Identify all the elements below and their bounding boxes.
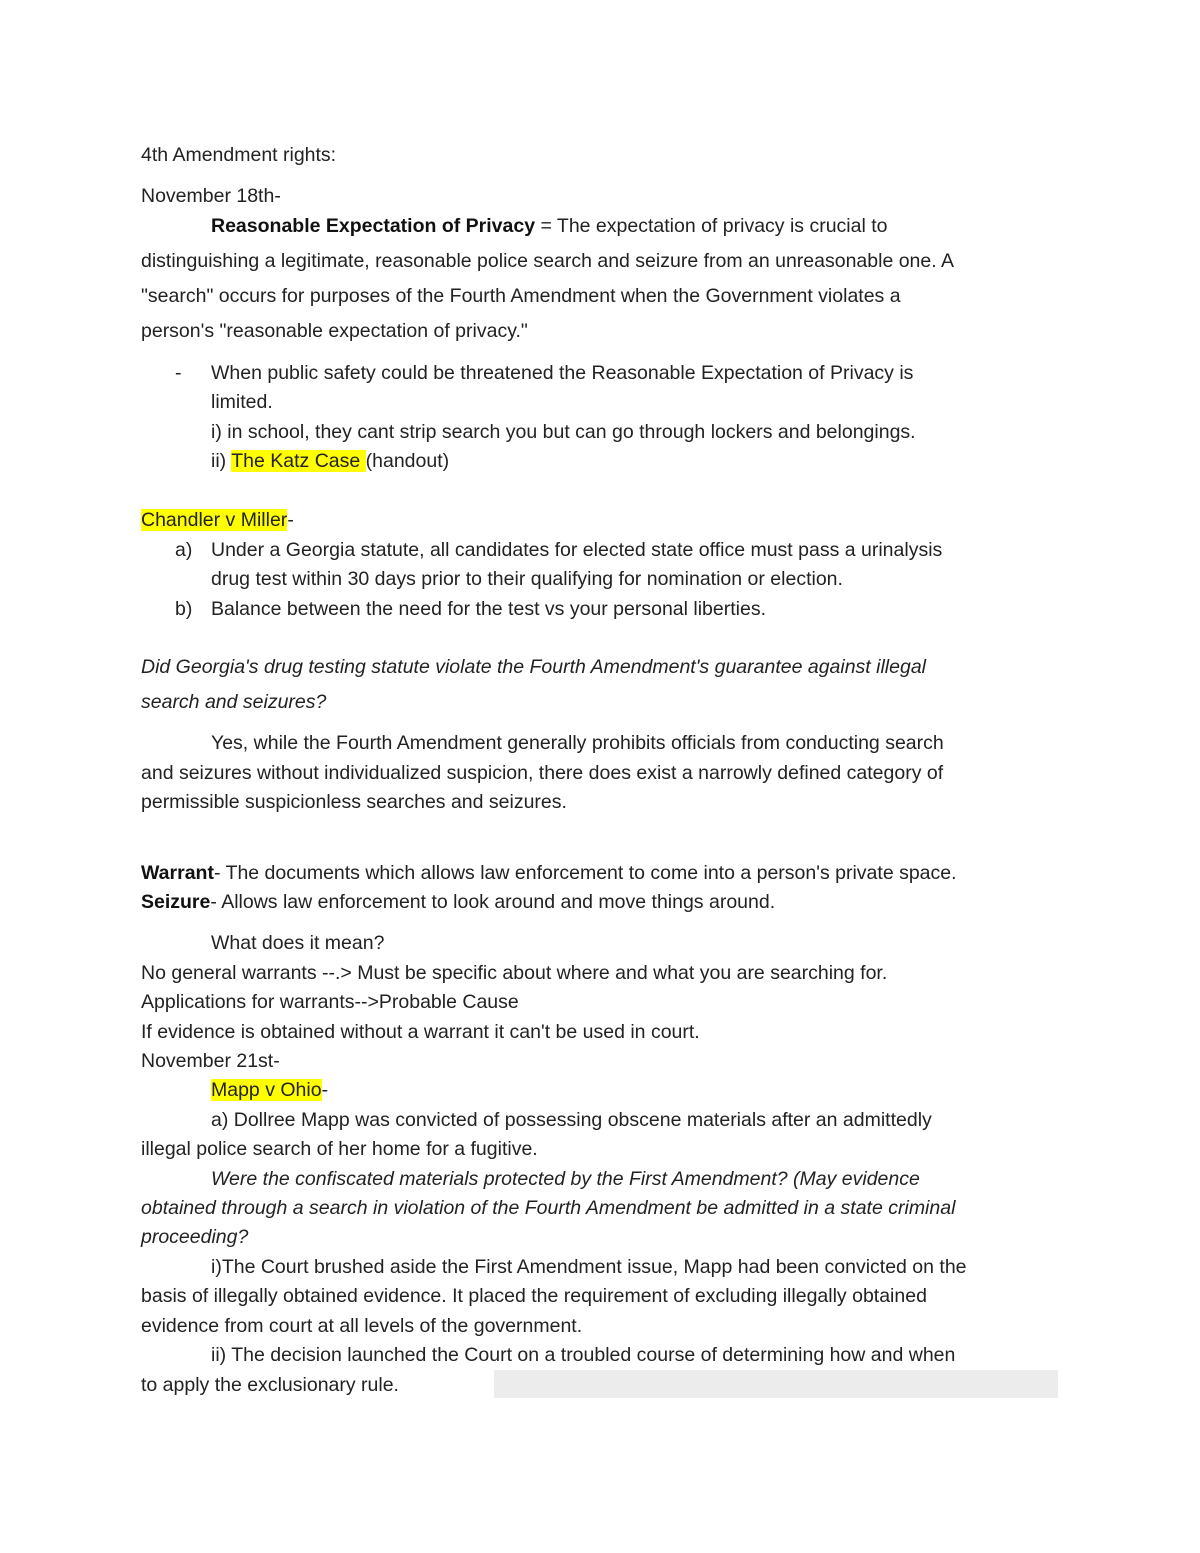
rep-term: Reasonable Expectation of Privacy xyxy=(211,215,536,237)
date-heading-nov-21: November 21st- xyxy=(141,1050,280,1072)
mapp-i-line-1: i)The Court brushed aside the First Amendment issue, Mapp had been convicted on the xyxy=(211,1256,967,1278)
rep-line-4: person's "reasonable expectation of privacy." xyxy=(141,320,528,342)
meaning-line-2: Applications for warrants-->Probable Cause xyxy=(141,991,519,1013)
mapp-a-line-2: illegal police search of her home for a fugitive. xyxy=(141,1138,538,1160)
rep-line-2: distinguishing a legitimate, reasonable police search and seizure from an unreasonable one. A xyxy=(141,250,955,272)
list-marker-a: a) xyxy=(175,539,193,561)
mapp-i-line-2: basis of illegally obtained evidence. It placed the requirement of excluding illegally obtained xyxy=(141,1285,927,1307)
chandler-a-line-2: drug test within 30 days prior to their qualifying for nomination or election. xyxy=(211,568,843,590)
bullet-sub-ii: ii) The Katz Case (handout) xyxy=(211,450,450,472)
mapp-question-3: proceeding? xyxy=(141,1226,249,1248)
list-marker-b: b) xyxy=(175,598,193,620)
seizure-term: Seizure xyxy=(141,891,211,913)
katz-case-highlight: The Katz Case xyxy=(231,450,366,472)
mapp-a-line-1: a) Dollree Mapp was convicted of possessing obscene materials after an admittedly xyxy=(211,1109,932,1131)
mapp-heading: Mapp v Ohio- xyxy=(211,1079,329,1101)
meaning-question: What does it mean? xyxy=(211,932,385,954)
mapp-ii-line-1: ii) The decision launched the Court on a troubled course of determining how and when xyxy=(211,1344,956,1366)
chandler-question-1: Did Georgia's drug testing statute violate the Fourth Amendment's guarantee against illegal xyxy=(141,656,927,678)
mapp-i-line-3: evidence from court at all levels of the government. xyxy=(141,1315,583,1337)
chandler-answer-1: Yes, while the Fourth Amendment generally prohibits officials from conducting search xyxy=(211,732,944,754)
chandler-answer-2: and seizures without individualized suspicion, there does exist a narrowly defined category of xyxy=(141,762,944,784)
seizure-definition: Seizure- Allows law enforcement to look around and move things around. xyxy=(141,891,776,913)
rep-text-1: = The expectation of privacy is crucial to xyxy=(535,215,888,237)
warrant-term: Warrant xyxy=(141,862,214,884)
rep-line-1 xyxy=(211,214,888,238)
meaning-line-3: If evidence is obtained without a warrant it can't be used in court. xyxy=(141,1021,700,1043)
rep-line-3: "search" occurs for purposes of the Fourth Amendment when the Government violates a xyxy=(141,285,901,307)
mapp-ii-line-2: to apply the exclusionary rule. xyxy=(141,1374,399,1396)
meaning-line-1: No general warrants --.> Must be specific about where and what you are searching for. xyxy=(141,962,888,984)
chandler-a-line-1: Under a Georgia statute, all candidates for elected state office must pass a urinalysis xyxy=(211,539,943,561)
chandler-question-2: search and seizures? xyxy=(141,691,327,713)
bullet-sub-i: i) in school, they cant strip search you but can go through lockers and belongings. xyxy=(211,421,916,443)
chandler-heading: Chandler v Miller- xyxy=(141,509,294,531)
chandler-answer-3: permissible suspicionless searches and seizures. xyxy=(141,791,567,813)
warrant-definition: Warrant- The documents which allows law enforcement to come into a person's private space. xyxy=(141,862,957,884)
bullet-line-1: When public safety could be threatened the Reasonable Expectation of Privacy is xyxy=(211,362,914,384)
mapp-title-highlight: Mapp v Ohio xyxy=(211,1079,322,1101)
bullet-line-2: limited. xyxy=(211,391,273,413)
document-title: 4th Amendment rights: xyxy=(141,144,337,166)
mapp-question-2: obtained through a search in violation of the Fourth Amendment be admitted in a state criminal xyxy=(141,1197,956,1219)
bullet-marker: - xyxy=(175,362,182,384)
date-heading-nov-18: November 18th- xyxy=(141,185,281,207)
redaction-bar xyxy=(494,1370,1058,1398)
chandler-b-line: Balance between the need for the test vs your personal liberties. xyxy=(211,598,766,620)
chandler-title-highlight: Chandler v Miller xyxy=(141,509,288,531)
mapp-question-1: Were the confiscated materials protected by the First Amendment? (May evidence xyxy=(211,1168,920,1190)
